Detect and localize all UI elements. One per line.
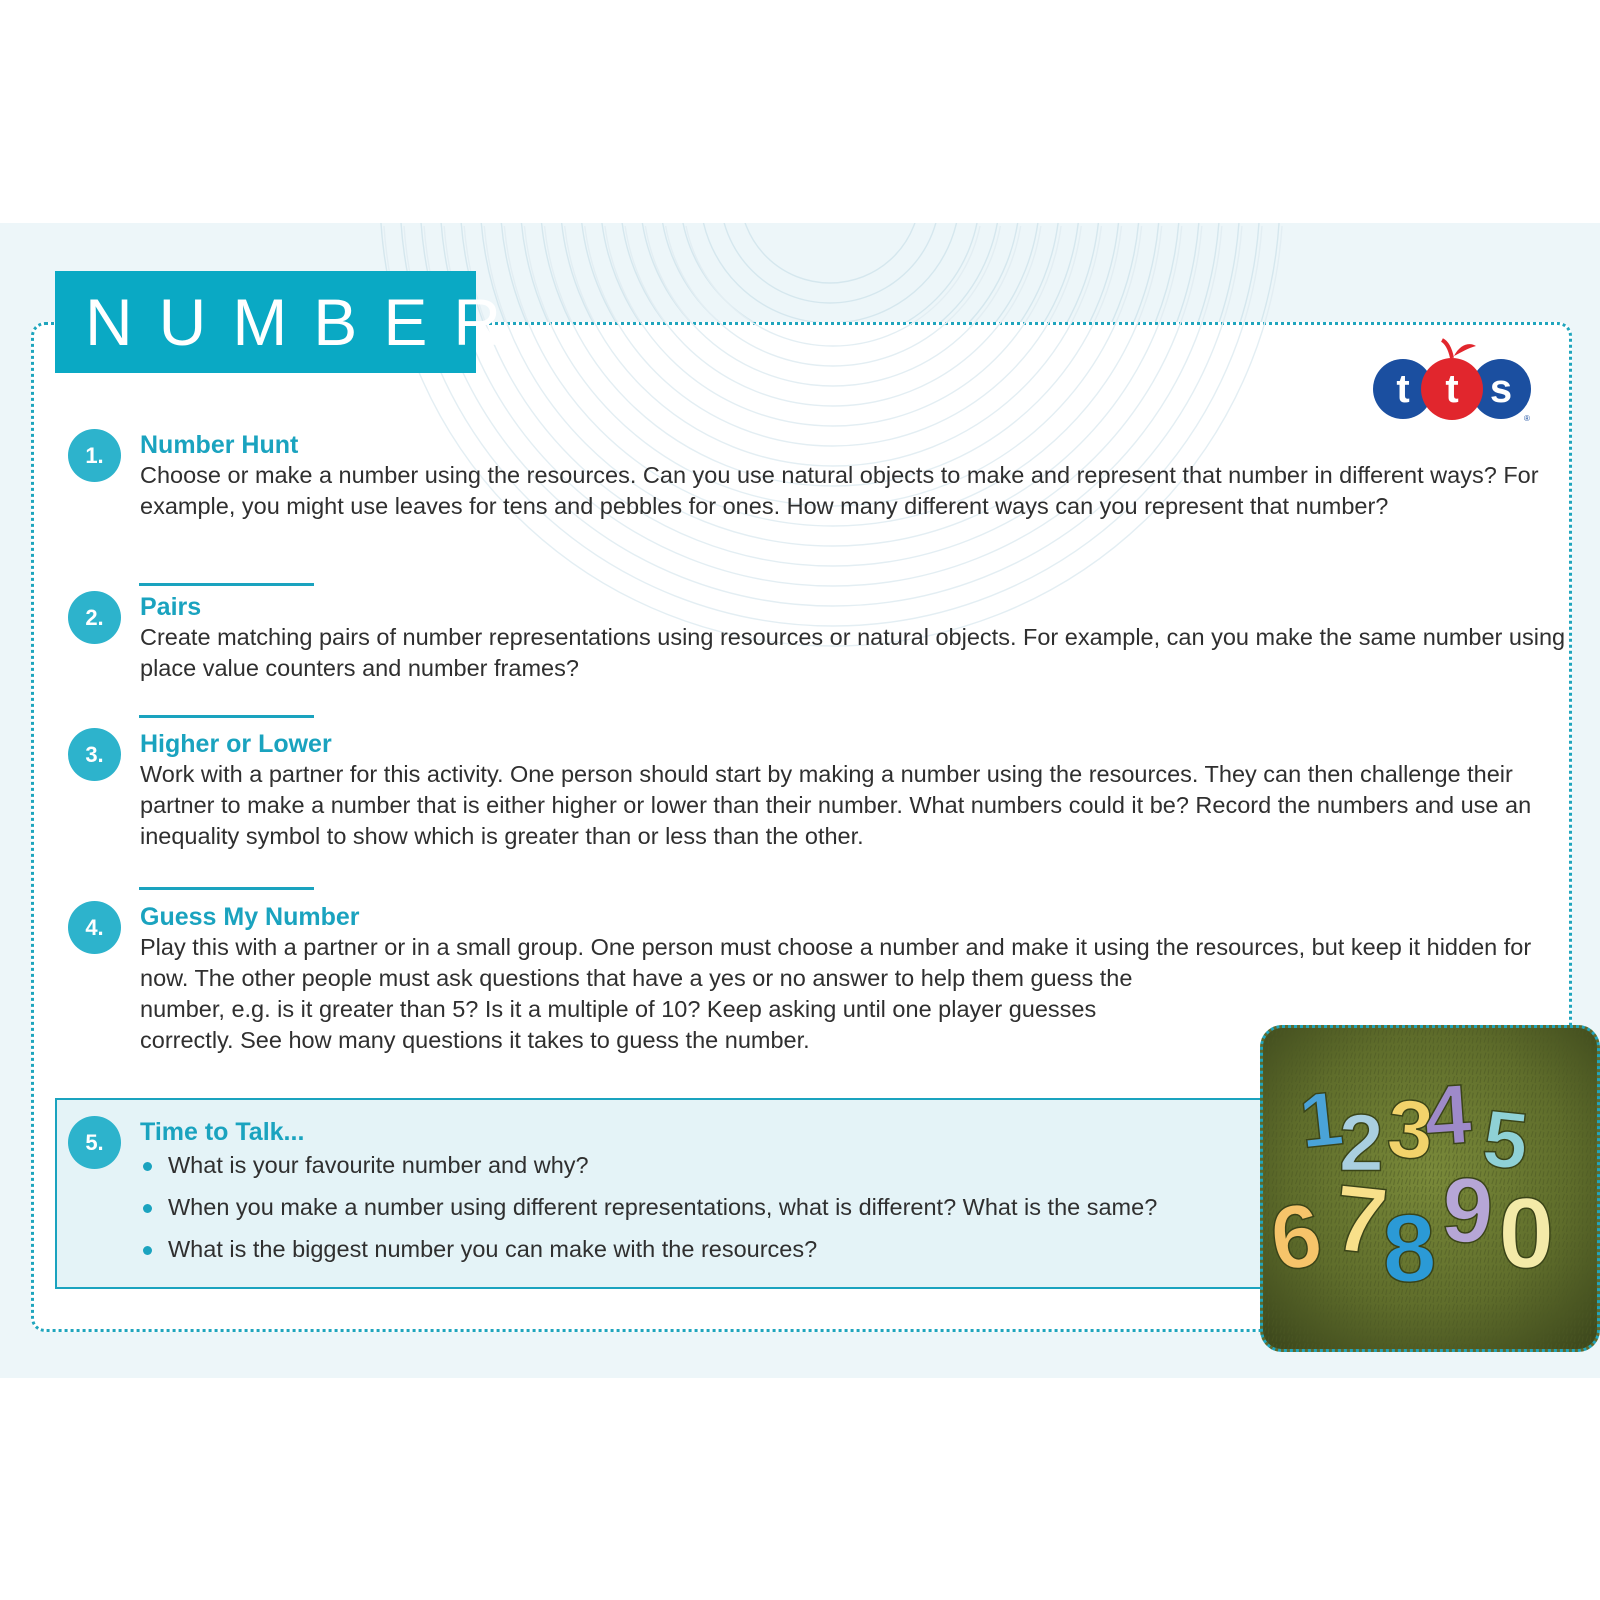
digit-shape-9: 9 (1438, 1156, 1497, 1264)
svg-text:®: ® (1524, 414, 1530, 422)
step-number-badge: 4. (68, 901, 121, 954)
digit-shape-2: 2 (1338, 1098, 1384, 1189)
activity-title: Pairs (140, 593, 202, 621)
digit-shape-0: 0 (1498, 1177, 1555, 1290)
activity-title: Guess My Number (140, 903, 360, 931)
svg-text:t: t (1396, 367, 1410, 411)
activity-text: Work with a partner for this activity. One person should start by making a number using the resources. They can then challenge their partner to make a number that is either higher or lower than their number. What numbers could it be? Record the numbers and use an inequality symbol to show which is greater than or less than the other. (140, 761, 1532, 849)
talk-bullet: When you make a number using different representations, what is different? What is the same? (140, 1186, 1157, 1228)
digit-shape-4: 4 (1420, 1066, 1475, 1164)
activity-text-line: Play this with a partner or in a small group. One person must choose a number and make it using the resources, but keep it hidden for now. The other people must ask questions that have a yes or no answer to help them guess the (140, 934, 1532, 991)
step-number-badge: 5. (68, 1116, 121, 1169)
digit-shape-8: 8 (1380, 1194, 1438, 1304)
talk-bullet-list (140, 1144, 1157, 1270)
divider (139, 583, 314, 586)
digit-shape-6: 6 (1264, 1183, 1329, 1291)
page-title: NUMBER (55, 271, 476, 373)
digit-shape-7: 7 (1329, 1164, 1393, 1275)
digit-shape-5: 5 (1478, 1093, 1533, 1188)
activity-text: Create matching pairs of number representations using resources or natural objects. For example, can you make the same number using place value counters and number frames? (140, 624, 1566, 681)
step-number-badge: 2. (68, 591, 121, 644)
talk-bullet: What is the biggest number you can make with the resources? (140, 1228, 1157, 1270)
step-number-badge: 1. (68, 429, 121, 482)
activity-text: Choose or make a number using the resources. Can you use natural objects to make and represent that number in different ways? For example, you might use leaves for tens and pebbles for ones. How many different ways can you represent that number? (140, 462, 1539, 519)
activity-text-line: correctly. See how many questions it takes to guess the number. (140, 1027, 810, 1053)
activity-text-line: number, e.g. is it greater than 5? Is it a multiple of 10? Keep asking until one player guesses (140, 996, 1097, 1022)
photo-image (1263, 1028, 1597, 1349)
apple-icon (1442, 340, 1452, 358)
talk-title: Time to Talk... (140, 1118, 305, 1146)
divider (139, 887, 314, 890)
talk-bullet: What is your favourite number and why? (140, 1144, 1157, 1186)
activity-title: Number Hunt (140, 431, 299, 459)
tts-logo (1372, 334, 1532, 422)
divider (139, 715, 314, 718)
activity-card (0, 223, 1600, 1378)
number-shapes-photo (1260, 1025, 1600, 1352)
digit-shape-3: 3 (1384, 1082, 1437, 1178)
svg-text:t: t (1445, 367, 1459, 411)
svg-text:s: s (1489, 367, 1513, 411)
step-number-badge: 3. (68, 728, 121, 781)
digit-shape-1: 1 (1295, 1075, 1347, 1165)
activity-title: Higher or Lower (140, 730, 332, 758)
